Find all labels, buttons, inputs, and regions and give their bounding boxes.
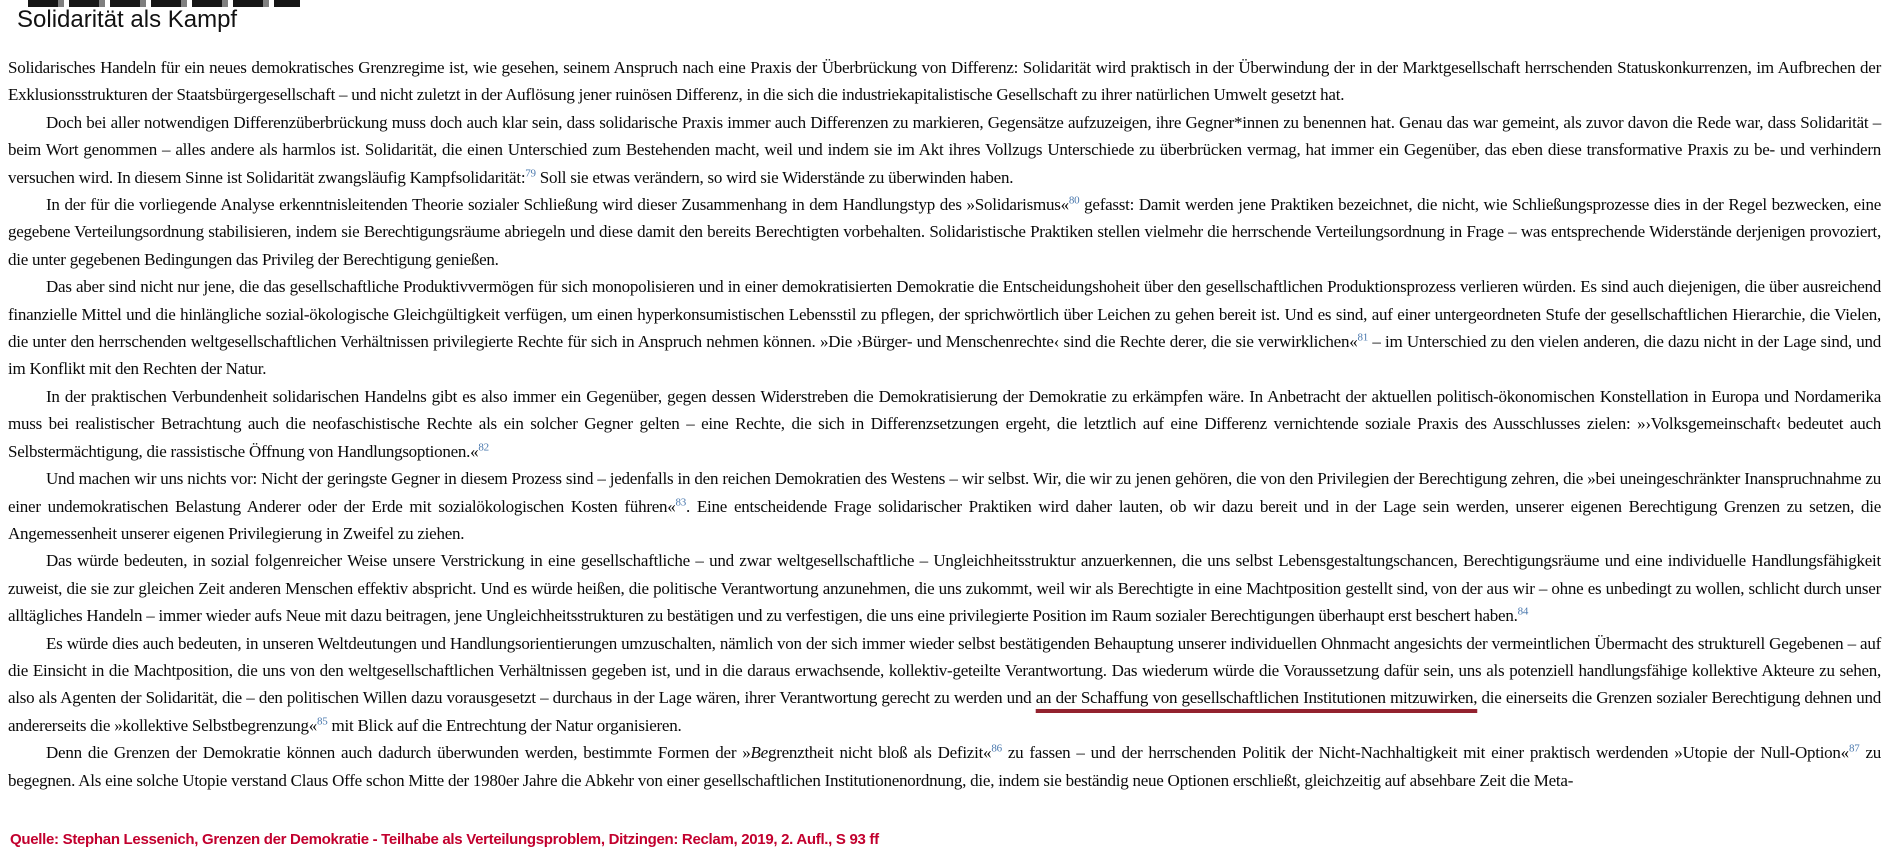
- emphasized-text: Be: [750, 743, 768, 763]
- text-run: die einerseits die Grenzen sozialer Berechtigung dehnen und andererseits die »kollektive Selbstbegrenzung«: [8, 688, 1882, 735]
- text-run: gefasst: Damit werden jene Praktiken bezeichnet, die nicht, wie Schließungsprozesse dies in der Regel bezwecken, eine gegebene Verteilungsordnung stabilisieren, indem sie Berechtigungsräume abriegeln und diese damit den bereits Berechtigten vorbehalten. Solidaristische Praktiken stellen vielmehr die herrschende Verteilungsordnung in Frage – was entsprechende Widerstände derjenigen provoziert, die unter gegebenen Bedingungen das Privileg der Berechtigung genießen.: [8, 195, 1881, 269]
- footnote-ref[interactable]: 79: [525, 166, 536, 179]
- text-run: zu fassen – und der herrschenden Politik der Nicht-Nachhaltigkeit mit einer praktisch werdenden »Utopie der Null-Option«: [1001, 743, 1849, 763]
- paragraph: [8, 630, 1881, 740]
- paragraph: [8, 739, 1881, 794]
- text-run: Denn die Grenzen der Demokratie können auch dadurch überwunden werden, bestimmte Formen der »: [46, 743, 751, 763]
- text-run: Doch bei aller notwendigen Differenzüberbrückung muss doch auch klar sein, dass solidarische Praxis immer auch Differenzen zu markieren, Gegensätze aufzuzeigen, ihre Gegner*innen zu benennen hat. Genau das war gemeint, als zuvor davon die Rede war, dass Solidarität – beim Wort genommen – alles andere als harmlos ist. Solidarität, die einen Unterschied zum Bestehenden macht, weil und indem sie im Akt ihres Vollzugs Unterschiede zu überbrücken vermag, hat immer ein Gegenüber, das eben diese transformative Praxis zu be- und verhindern versuchen wird. In diesem Sinne ist Solidarität zwangsläufig Kampfsolidarität:: [8, 112, 1881, 187]
- document-body: [8, 54, 1881, 794]
- text-run: grenztheit nicht bloß als Defizit«: [767, 743, 992, 763]
- underlined-phrase: an der Schaffung von gesellschaftlichen Institutionen mitzuwirken,: [1035, 688, 1478, 708]
- text-run: Soll sie etwas verändern, so wird sie Widerstände zu überwinden haben.: [535, 167, 1014, 187]
- footnote-ref[interactable]: 80: [1068, 194, 1080, 207]
- footnote-ref[interactable]: 86: [991, 742, 1002, 755]
- text-run: mit Blick auf die Entrechtung der Natur organisieren.: [327, 715, 682, 735]
- text-run: Und machen wir uns nichts vor: Nicht der geringste Gegner in diesem Prozess sind – jedenfalls in den reichen Demokratien des Westens – wir selbst. Wir, die wir zu jenen gehören, die von den Privilegien der Berechtigung zehren, die »bei uneingeschränkter Inanspruchnahme zu einer undemokratischen Belastung Anderer oder der Erde mit sozialökologischen Kosten führen«: [8, 469, 1881, 516]
- page-title: Solidarität als Kampf: [17, 6, 238, 33]
- text-run: . Eine entscheidende Frage solidarischer Praktiken wird daher lauten, ob wir dazu bereit und in der Lage sein werden, unserer eigenen Berechtigung Grenzen zu setzen, die Angemessenheit unserer eigenen Privilegierung in Zweifel zu ziehen.: [8, 496, 1881, 543]
- paragraph: [8, 109, 1881, 191]
- paragraph: [8, 547, 1881, 629]
- footnote-ref[interactable]: 81: [1357, 331, 1368, 344]
- text-run: Das aber sind nicht nur jene, die das gesellschaftliche Produktivvermögen für sich monopolisieren und in einer demokratisierten Demokratie die Entscheidungshoheit über den gesellschaftlichen Produktionsprozess verlieren würden. Es sind auch diejenigen, die über ausreichend finanzielle Mittel und die hinlängliche sozial-ökologische Gleichgültigkeit verfügen, um einen hyperkonsumistischen Lebensstil zu pflegen, der sprichwörtlich über Leichen zu gehen bereit ist. Und es sind, auf einer untergeordneten Stufe der gesellschaftlichen Hierarchie, die Vielen, die unter den herrschenden weltgesellschaftlichen Verhältnissen privilegierte Rechte für sich in Anspruch nehmen können. »Die ›Bürger- und Menschenrechte‹ sind die Rechte derer, die sie verwirklichen«: [8, 277, 1881, 352]
- text-run: In der praktischen Verbundenheit solidarischen Handelns gibt es also immer ein Gegenüber, gegen dessen Widerstreben die Demokratisierung der Demokratie zu erkämpfen wäre. In Anbetracht der aktuellen politisch-ökonomischen Konstellation in Europa und Nordamerika muss bei realistischer Betrachtung auch die neofaschistische Rechte als ein solcher Gegner gelten – eine Rechte, die sich in Differenzsetzungen ergeht, die letztlich auf eine Differenz vernichtende soziale Praxis des Ausschlusses zielen: »›Volksgemeinschaft‹ bedeutet auch Selbstermächtigung, die rassistische Öffnung von Handlungsoptionen.«: [8, 386, 1881, 461]
- text-run: In der für die vorliegende Analyse erkenntnisleitenden Theorie sozialer Schließung wird dieser Zusammenhang in dem Handlungstyp des »Solidarismus«: [46, 195, 1069, 215]
- paragraph: [8, 54, 1881, 109]
- footnote-ref[interactable]: 84: [1517, 605, 1529, 618]
- text-run: – im Unterschied zu den vielen anderen, die dazu nicht in der Lage sind, und im Konflikt mit den Rechten der Natur.: [8, 332, 1881, 379]
- text-run: zu begegnen. Als eine solche Utopie verstand Claus Offe schon Mitte der 1980er Jahre die Abkehr von einer gesellschaftlichen Institutionenordnung, die, indem sie beständig neue Optionen erschließt, gleichzeitig auf absehbare Zeit die Meta-: [8, 743, 1882, 790]
- footnote-ref[interactable]: 87: [1848, 742, 1860, 755]
- source-citation: Quelle: Stephan Lessenich, Grenzen der Demokratie - Teilhabe als Verteilungsproblem, Ditzingen: Reclam, 2019, 2. Aufl., S 93 ff: [10, 831, 879, 848]
- text-run: Es würde dies auch bedeuten, in unseren Weltdeutungen und Handlungsorientierungen umzuschalten, nämlich von der sich immer wieder selbst bestätigenden Behauptung unserer individuellen Ohnmacht angesichts der vermeintlichen Übermacht des strukturell Gegebenen – auf die Einsicht in die Machtposition, die uns von den weltgesellschaftlichen Verhältnissen gegeben ist, und in die daraus erwachsende, kollektiv-geteilte Verantwortung. Das wiederum würde die Voraussetzung dafür sein, uns als potenziell handlungsfähige kollektive Akteure zu sehen, also als Agenten der Solidarität, die – den politischen Willen dazu vorausgesetzt – durchaus in der Lage wären, ihrer Verantwortung gerecht zu werden und: [8, 633, 1881, 708]
- paragraph: [8, 273, 1881, 383]
- paragraph: [8, 383, 1881, 465]
- text-run: Das würde bedeuten, in sozial folgenreicher Weise unsere Verstrickung in eine gesellschaftliche – und zwar weltgesellschaftliche – Ungleichheitsstruktur anzuerkennen, die uns selbst Lebensgestaltungschancen, Berechtigungsräume und eine individuelle Handlungsfähigkeit zuweist, die sie zur gleichen Zeit anderen Menschen effektiv abspricht. Und es würde heißen, die politische Verantwortung anzunehmen, die uns zukommt, weil wir als Berechtigte in eine Machtposition gestellt sind, von der aus wir – ohne es unbedingt zu wollen, schlicht durch unser alltägliches Handeln – immer wieder aufs Neue mit dazu beitragen, jene Ungleichheitsstrukturen zu bestätigen und zu verfestigen, die uns eine privilegierte Position im Raum sozialer Berechtigungen überhaupt erst beschert haben.: [8, 551, 1881, 626]
- paragraph: [8, 191, 1881, 273]
- paragraph: [8, 465, 1881, 547]
- footnote-ref[interactable]: 85: [317, 715, 328, 728]
- footnote-ref[interactable]: 83: [675, 495, 687, 508]
- footnote-ref[interactable]: 82: [478, 441, 489, 454]
- text-run: Solidarisches Handeln für ein neues demokratisches Grenzregime ist, wie gesehen, seinem Anspruch nach eine Praxis der Überbrückung von Differenz: Solidarität wird praktisch in der Überwindung der in der Marktgesellschaft herrschenden Statuskonkurrenzen, im Aufbrechen der Exklusionsstrukturen der Staatsbürgergesellschaft – und nicht zuletzt in der Auflösung jener ruinösen Differenz, in die sich die industriekapitalistische Gesellschaft zu ihrer natürlichen Umwelt gesetzt hat.: [8, 58, 1881, 105]
